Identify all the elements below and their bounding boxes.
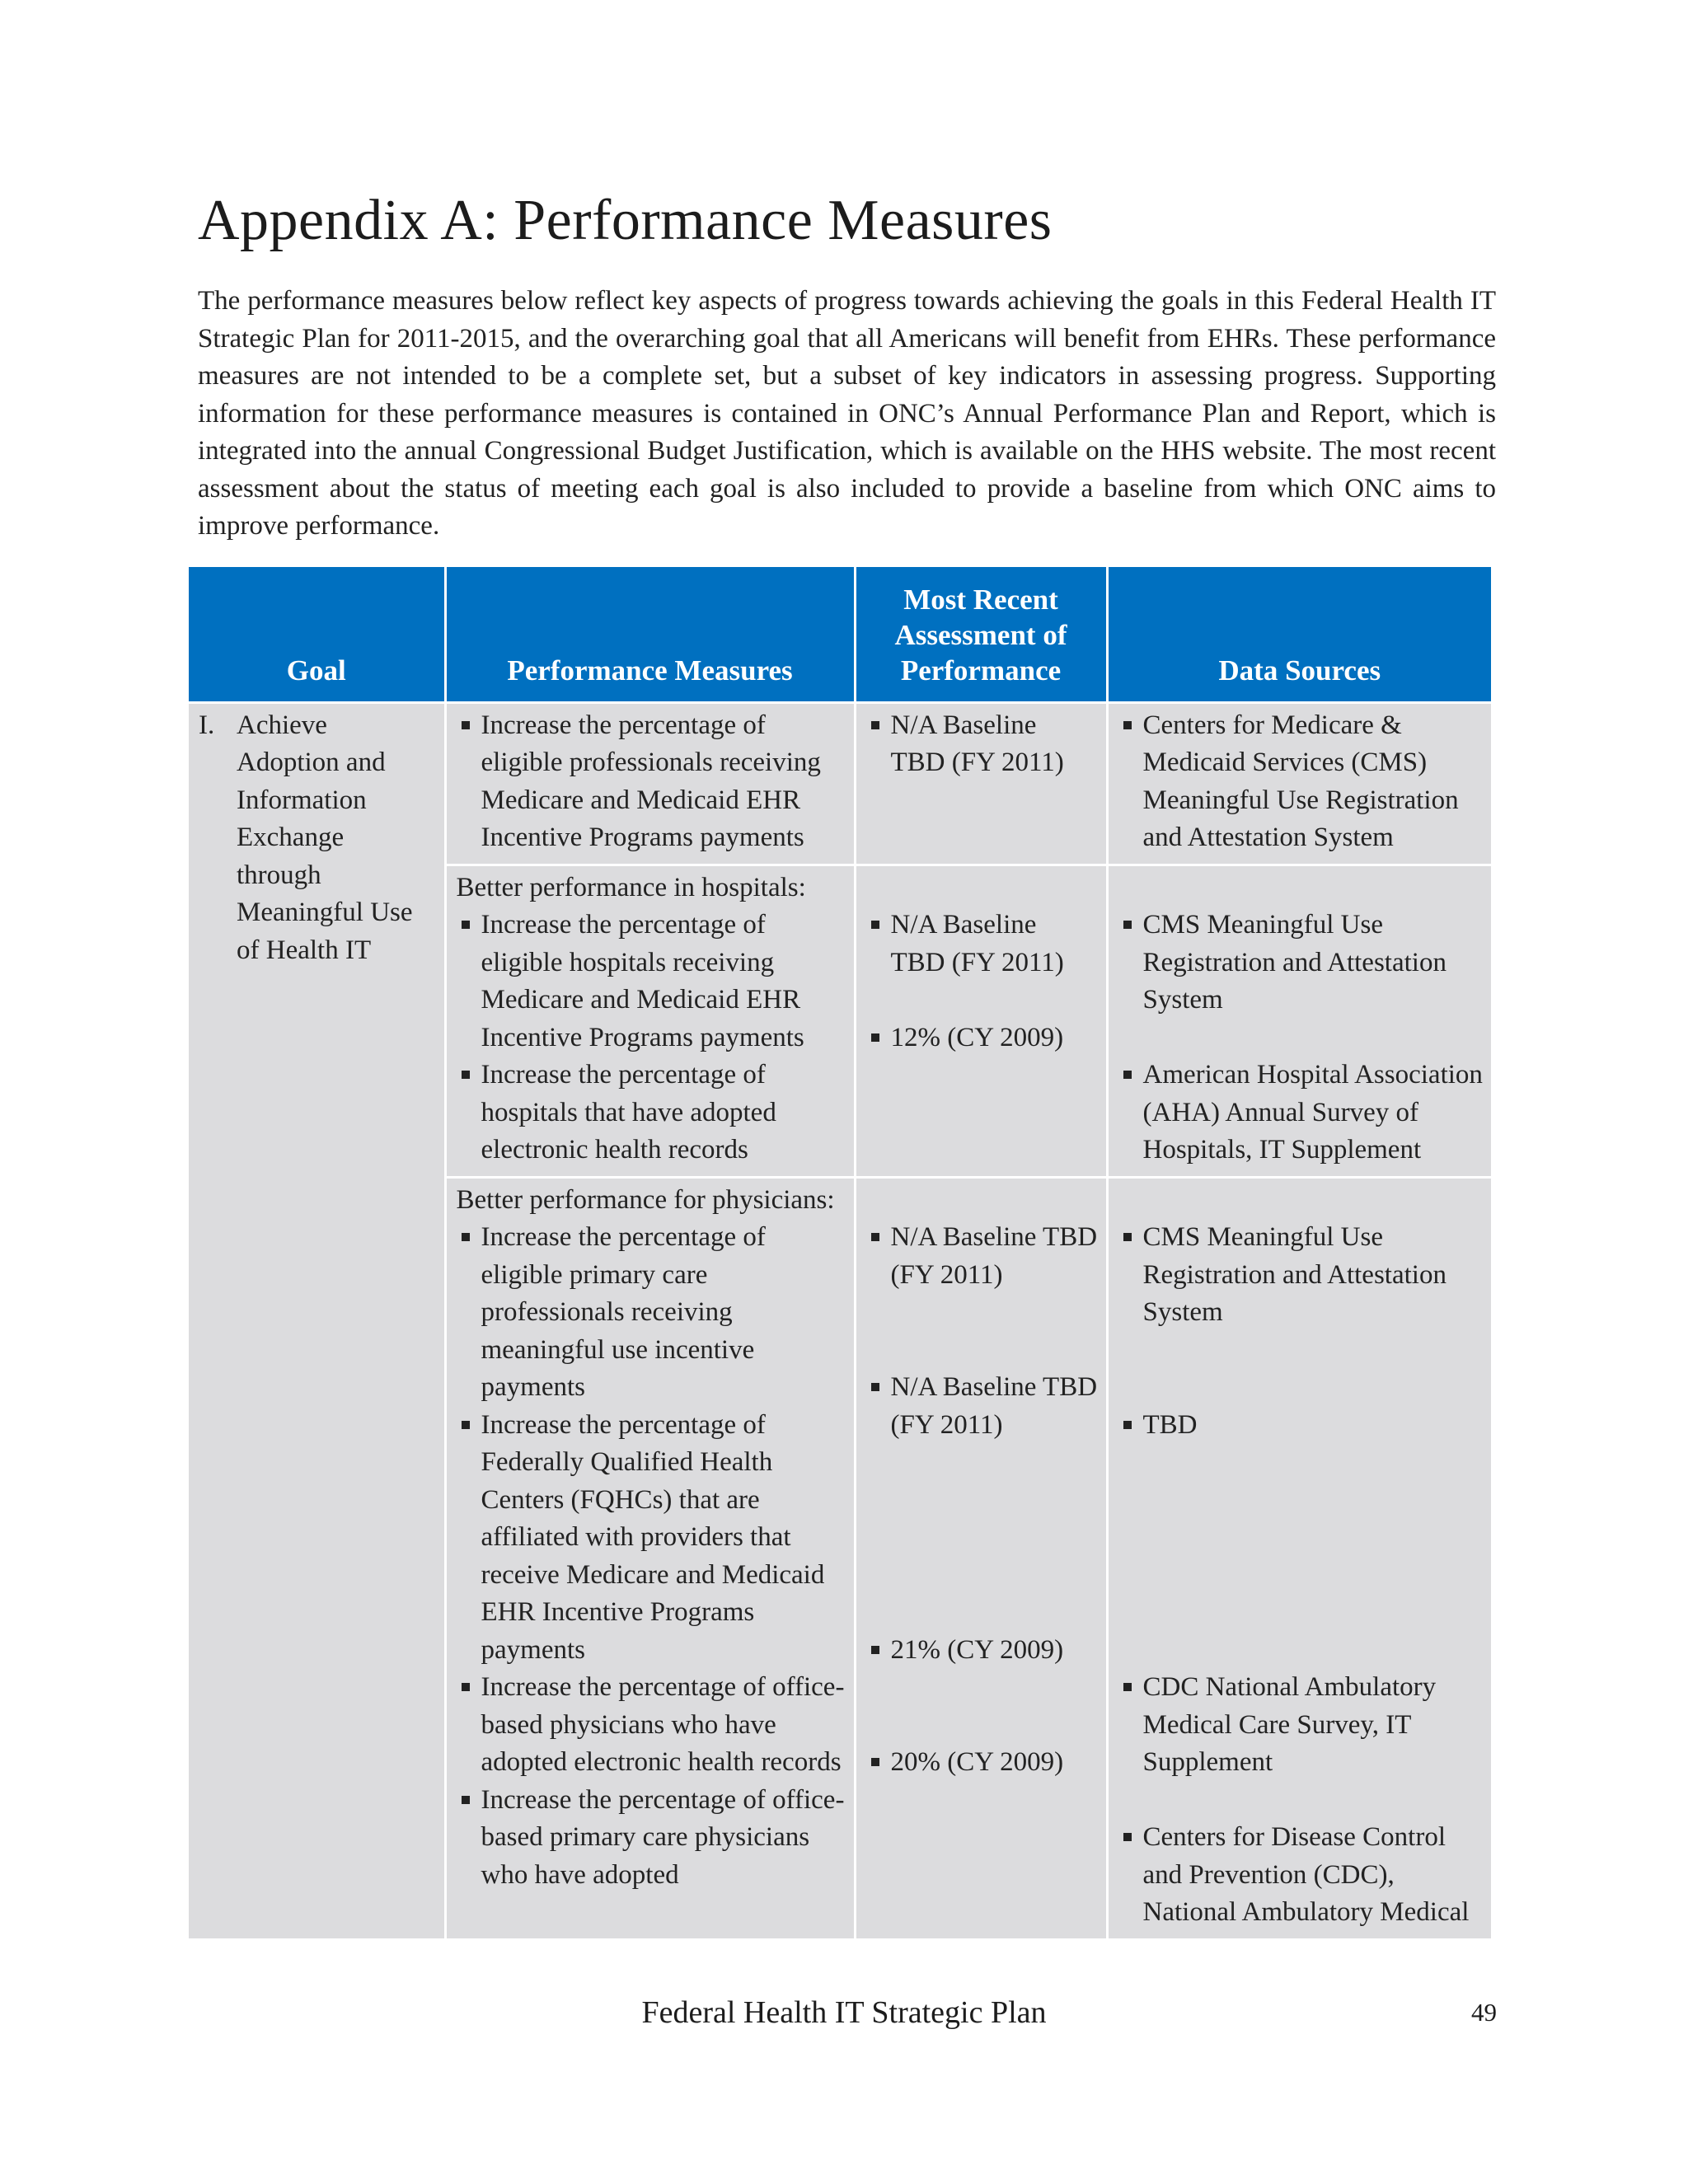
source-item: TBD [1118, 1407, 1484, 1445]
source-item: CDC National Ambulatory Medical Care Survey, IT Supplement [1118, 1669, 1484, 1782]
performance-measures-table [189, 567, 1491, 1938]
assessment-item: N/A Baseline TBD (FY 2011) [866, 707, 1098, 782]
page-number: 49 [1471, 1998, 1497, 2027]
assessment-cell [855, 702, 1107, 865]
assessment-item: 20% (CY 2009) [866, 1744, 1098, 1782]
measure-item: Increase the percentage of eligible hospitals receiving Medicare and Medicaid EHR Incentive Programs payments [457, 907, 846, 1057]
measures-cell [445, 1177, 855, 1938]
measure-item: Increase the percentage of eligible primary care professionals receiving meaningful use incentive payments [457, 1219, 846, 1407]
assessment-item: N/A Baseline TBD (FY 2011) [866, 1369, 1098, 1444]
measure-item: Increase the percentage of eligible professionals receiving Medicare and Medicaid EHR Incentive Programs payments [457, 707, 846, 857]
source-item: Centers for Disease Control and Prevention (CDC), National Ambulatory Medical [1118, 1819, 1484, 1932]
footer-title: Federal Health IT Strategic Plan [641, 1995, 1047, 2030]
assessment-item: N/A Baseline TBD (FY 2011) [866, 1219, 1098, 1294]
source-item: Centers for Medicare & Medicaid Services (CMS) Meaningful Use Registration and Attestation System [1118, 707, 1484, 857]
source-item: CMS Meaningful Use Registration and Attestation System [1118, 1219, 1484, 1332]
header-performance-measures: Performance Measures [445, 567, 855, 702]
table-header-row [189, 567, 1491, 702]
source-item: CMS Meaningful Use Registration and Attestation System [1118, 907, 1484, 1019]
sources-cell [1107, 1177, 1491, 1938]
intro-paragraph: The performance measures below reflect key aspects of progress towards achieving the goals in this Federal Health IT Strategic Plan for 2011-2015, and the overarching goal that all Americans will benefit from EHRs. These performance measures are not intended to be a complete set, but a subset of key indicators in assessing progress. Supporting information for these performance measures is contained in ONC’s Annual Performance Plan and Report, which is integrated into the annual Congressional Budget Justification, which is available on the HHS website. The most recent assessment about the status of meeting each goal is also included to provide a baseline from which ONC aims to improve performance. [198, 286, 1496, 541]
sources-cell [1107, 865, 1491, 1177]
measure-item: Increase the percentage of hospitals that have adopted electronic health records [457, 1057, 846, 1169]
assessment-cell [855, 865, 1107, 1177]
group-heading-hospitals: Better performance in hospitals: [456, 872, 806, 902]
measure-item: Increase the percentage of office-based physicians who have adopted electronic health records [457, 1669, 846, 1782]
measures-cell [445, 702, 855, 865]
source-item: American Hospital Association (AHA) Annual Survey of Hospitals, IT Supplement [1118, 1057, 1484, 1169]
measures-cell [445, 865, 855, 1177]
header-most-recent-assessment: Most Recent Assessment of Performance [855, 567, 1107, 702]
sources-cell [1107, 702, 1491, 865]
assessment-cell [855, 1177, 1107, 1938]
group-heading-physicians: Better performance for physicians: [456, 1184, 835, 1215]
header-goal: Goal [189, 567, 445, 702]
assessment-item: N/A Baseline TBD (FY 2011) [866, 907, 1098, 982]
assessment-item: 21% (CY 2009) [866, 1632, 1098, 1670]
goal-text: Achieve Adoption and Information Exchange through Meaningful Use of Health IT [237, 710, 413, 965]
assessment-item: 12% (CY 2009) [866, 1019, 1098, 1057]
measure-item: Increase the percentage of Federally Qualified Health Centers (FQHCs) that are affiliated with providers that receive Medicare and Medicaid EHR Incentive Programs payments [457, 1407, 846, 1670]
page-title: Appendix A: Performance Measures [198, 189, 1053, 252]
table-row [189, 702, 1491, 865]
measure-item: Increase the percentage of office-based primary care physicians who have adopted [457, 1782, 846, 1895]
goal-cell [189, 702, 445, 1938]
header-data-sources: Data Sources [1107, 567, 1491, 702]
goal-number: I. [199, 710, 215, 740]
